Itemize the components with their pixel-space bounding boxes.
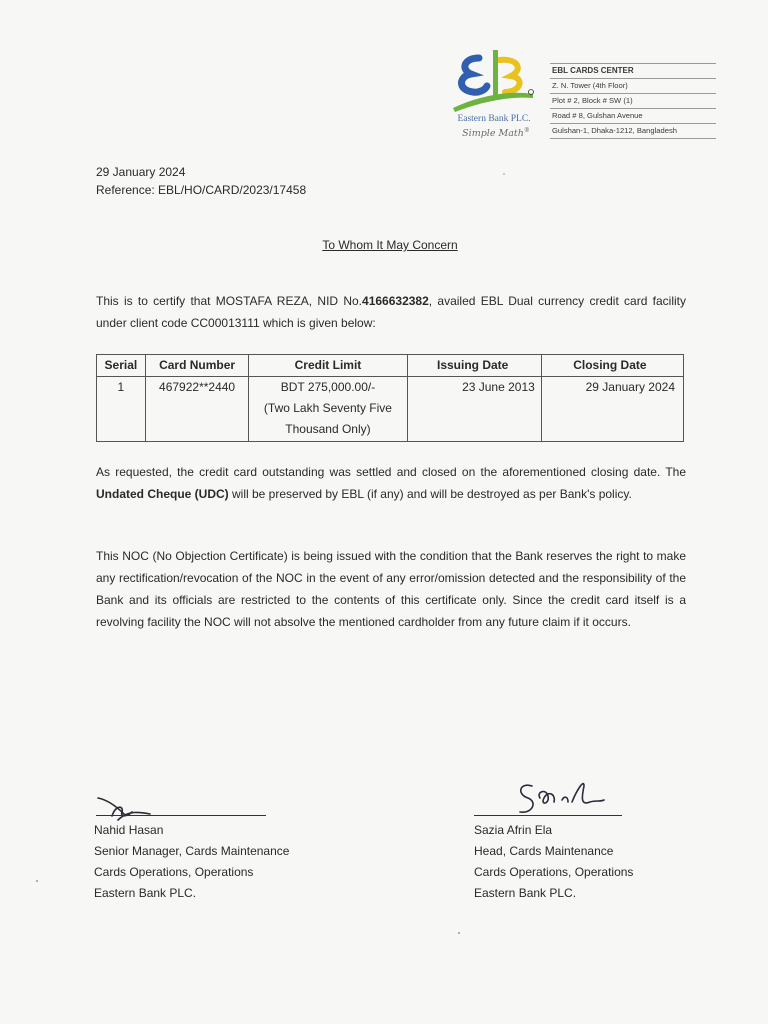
nid-number: 4166632382 — [362, 294, 429, 308]
scan-speck — [503, 173, 505, 175]
address-line: Gulshan-1, Dhaka-1212, Bangladesh — [550, 124, 716, 139]
cell-card-number: 467922**2440 — [145, 377, 249, 442]
signature-line — [96, 815, 266, 816]
signature-sazia-afrin-ela-icon — [510, 772, 610, 820]
signatory-block — [94, 820, 289, 904]
table-row — [97, 377, 684, 442]
table-header-row — [97, 355, 684, 377]
cell-issuing-date: 23 June 2013 — [407, 377, 541, 442]
header-card-number: Card Number — [145, 355, 249, 377]
ebl-logo — [445, 46, 545, 146]
signatory-block — [474, 820, 633, 904]
cards-center-address — [550, 63, 716, 139]
address-line: Road # 8, Gulshan Avenue — [550, 109, 716, 124]
cell-closing-date: 29 January 2024 — [541, 377, 683, 442]
ebl-logo-mark-icon — [449, 46, 541, 114]
address-line: Plot # 2, Block # SW (1) — [550, 94, 716, 109]
signature-nahid-hasan-icon — [94, 790, 154, 824]
signature-line — [474, 815, 622, 816]
logo-bank-name: Eastern Bank PLC. — [457, 114, 531, 124]
noc-condition-paragraph: This NOC (No Objection Certificate) is being issued with the condition that the Bank reserves the right to make any rectification/revocation of the NOC in the event of any error/omission detected and the responsibility of the Bank and its officials are restricted to the contents of this certificate only. Since the credit card itself is a revolving facility the NOC will not absolve the mentioned cardholder from any future claim if it occurs. — [96, 549, 686, 629]
credit-limit-words: (Two Lakh Seventy Five Thousand Only) — [263, 401, 392, 436]
udc-term: Undated Cheque (UDC) — [96, 487, 229, 501]
settlement-paragraph: As requested, the credit card outstanding was settled and closed on the aforementioned closing date. The Undated Cheque (UDC) will be preserved by EBL (if any) and will be destroyed as per Bank's policy. — [96, 465, 686, 501]
signatory-department: Cards Operations, Operations — [94, 865, 254, 879]
card-details-table — [96, 354, 684, 442]
header-serial: Serial — [97, 355, 146, 377]
scan-speck — [458, 932, 460, 934]
header-issuing-date: Issuing Date — [407, 355, 541, 377]
cell-credit-limit — [249, 377, 407, 442]
signatory-company: Eastern Bank PLC. — [94, 886, 197, 900]
letter-date: 29 January 2024 — [96, 165, 186, 179]
credit-limit-amount: BDT 275,000.00/- — [280, 380, 376, 394]
scan-speck — [36, 880, 38, 882]
header-credit-limit: Credit Limit — [249, 355, 407, 377]
header-closing-date: Closing Date — [541, 355, 683, 377]
certify-paragraph: This is to certify that MOSTAFA REZA, NID No.4166632382, availed EBL Dual currency credit card facility under client code CC00013111 which is given below: — [96, 294, 687, 330]
signatory-name: Sazia Afrin Ela — [474, 823, 553, 837]
signatory-title: Head, Cards Maintenance — [474, 844, 614, 858]
logo-tagline: Simple Math® — [462, 127, 530, 140]
signatory-title: Senior Manager, Cards Maintenance — [94, 844, 290, 858]
signatory-company: Eastern Bank PLC. — [474, 886, 577, 900]
signatory-department: Cards Operations, Operations — [474, 865, 634, 879]
letter-reference: Reference: EBL/HO/CARD/2023/17458 — [96, 183, 307, 197]
letter-subject: To Whom It May Concern — [322, 238, 458, 252]
signatory-name: Nahid Hasan — [94, 823, 164, 837]
address-line: EBL CARDS CENTER — [550, 63, 716, 79]
address-line: Z. N. Tower (4th Floor) — [550, 79, 716, 94]
cell-serial: 1 — [97, 377, 146, 442]
